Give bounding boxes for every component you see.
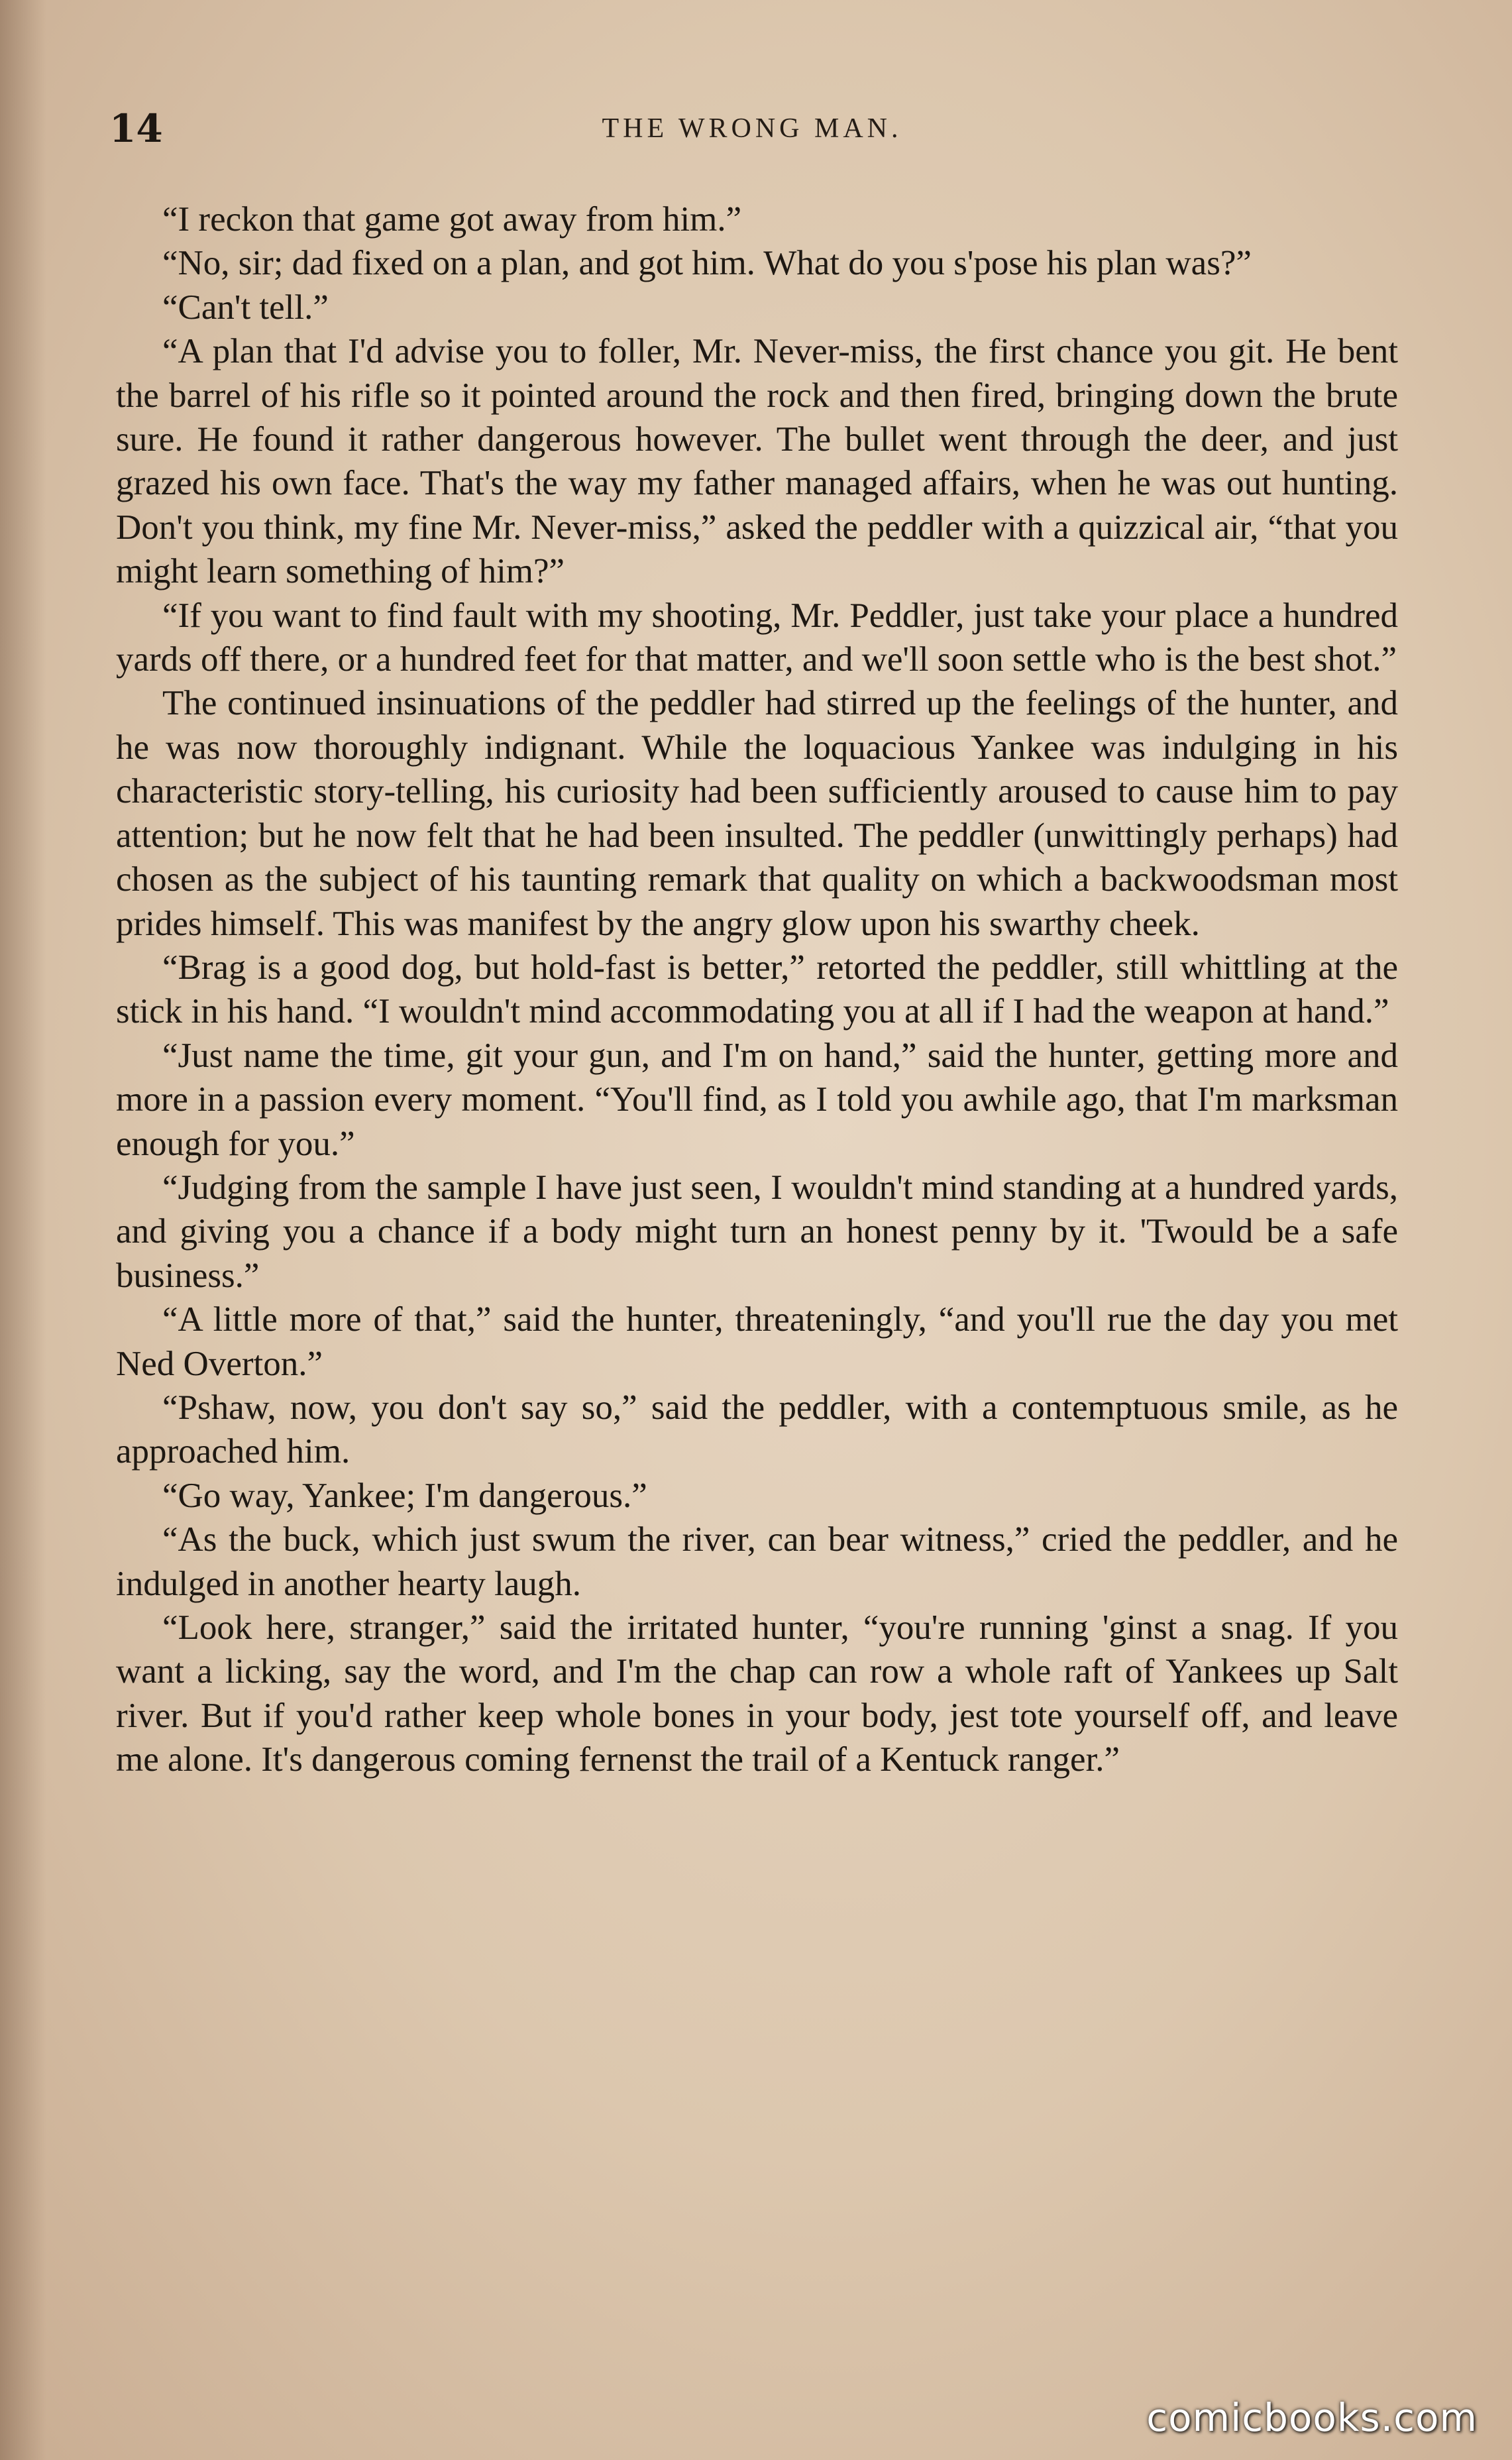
paragraph: “As the buck, which just swum the river, can bear witness,” cried the peddler, and he indulged in another hearty laugh. [116,1520,1398,1603]
paragraph: “I reckon that game got away from him.” [162,200,742,239]
body-text [116,197,1398,1782]
paragraph: “A little more of that,” said the hunter, threateningly, “and you'll rue the day you met Ned Overton.” [116,1300,1398,1383]
paragraph: “Just name the time, git your gun, and I'm on hand,” said the hunter, getting more and more in a passion every moment. “You'll find, as I told you awhile ago, that I'm marksman enough for you.” [116,1036,1398,1163]
paragraph: “Judging from the sample I have just seen, I wouldn't mind standing at a hundred yards, and giving you a chance if a body might turn an honest penny by it. 'Twould be a safe business.” [116,1168,1398,1295]
paragraph: The continued insinuations of the peddler had stirred up the feelings of the hunter, and he was now thoroughly indignant. While the loquacious Yankee was indulging in his characteristic story-telling, his curiosity had been sufficiently aroused to cause him to pay attention; but he now felt that he had been insulted. The peddler (unwittingly perhaps) had chosen as the subject of his taunting remark that quality on which a backwoodsman most prides himself. This was manifest by the angry glow upon his swarthy cheek. [116,684,1398,943]
page-number: 14 [109,106,163,151]
paragraph: “Look here, stranger,” said the irritated hunter, “you're running 'ginst a snag. If you want a licking, say the word, and I'm the chap can row a whole raft of Yankees up Salt river. But if you'd rather keep whole bones in your body, jest tote yourself off, and leave me alone. It's dangerous coming fernenst the trail of a Kentuck ranger.” [116,1608,1398,1779]
paragraph: “Pshaw, now, you don't say so,” said the peddler, with a contemptuous smile, as he approached him. [116,1388,1398,1471]
paragraph: “Brag is a good dog, but hold-fast is better,” retorted the peddler, still whittling at the stick in his hand. “I wouldn't mind accommodating you at all if I had the weapon at hand.” [116,948,1398,1031]
watermark: comicbooks.com [1146,2395,1478,2440]
paragraph: “Can't tell.” [162,288,329,327]
page-header [109,106,1395,166]
paragraph: “Go way, Yankee; I'm dangerous.” [162,1476,647,1515]
paragraph: “A plan that I'd advise you to foller, Mr. Never-miss, the first chance you git. He bent the barrel of his rifle so it pointed around the rock and then fired, bringing down the brute sure. He found it rather dangerous however. The bullet went through the deer, and just grazed his own face. That's the way my father managed affairs, when he was out hunting. Don't you think, my fine Mr. Never-miss,” asked the peddler with a quizzical air, “that you might learn something of him?” [116,332,1398,591]
running-title: THE WRONG MAN. [602,113,902,144]
paragraph: “No, sir; dad fixed on a plan, and got him. What do you s'pose his plan was?” [162,244,1252,283]
binding-shadow [0,0,46,2460]
paragraph: “If you want to find fault with my shooting, Mr. Peddler, just take your place a hundred yards off there, or a hundred feet for that matter, and we'll soon settle who is the best shot.” [116,596,1398,679]
